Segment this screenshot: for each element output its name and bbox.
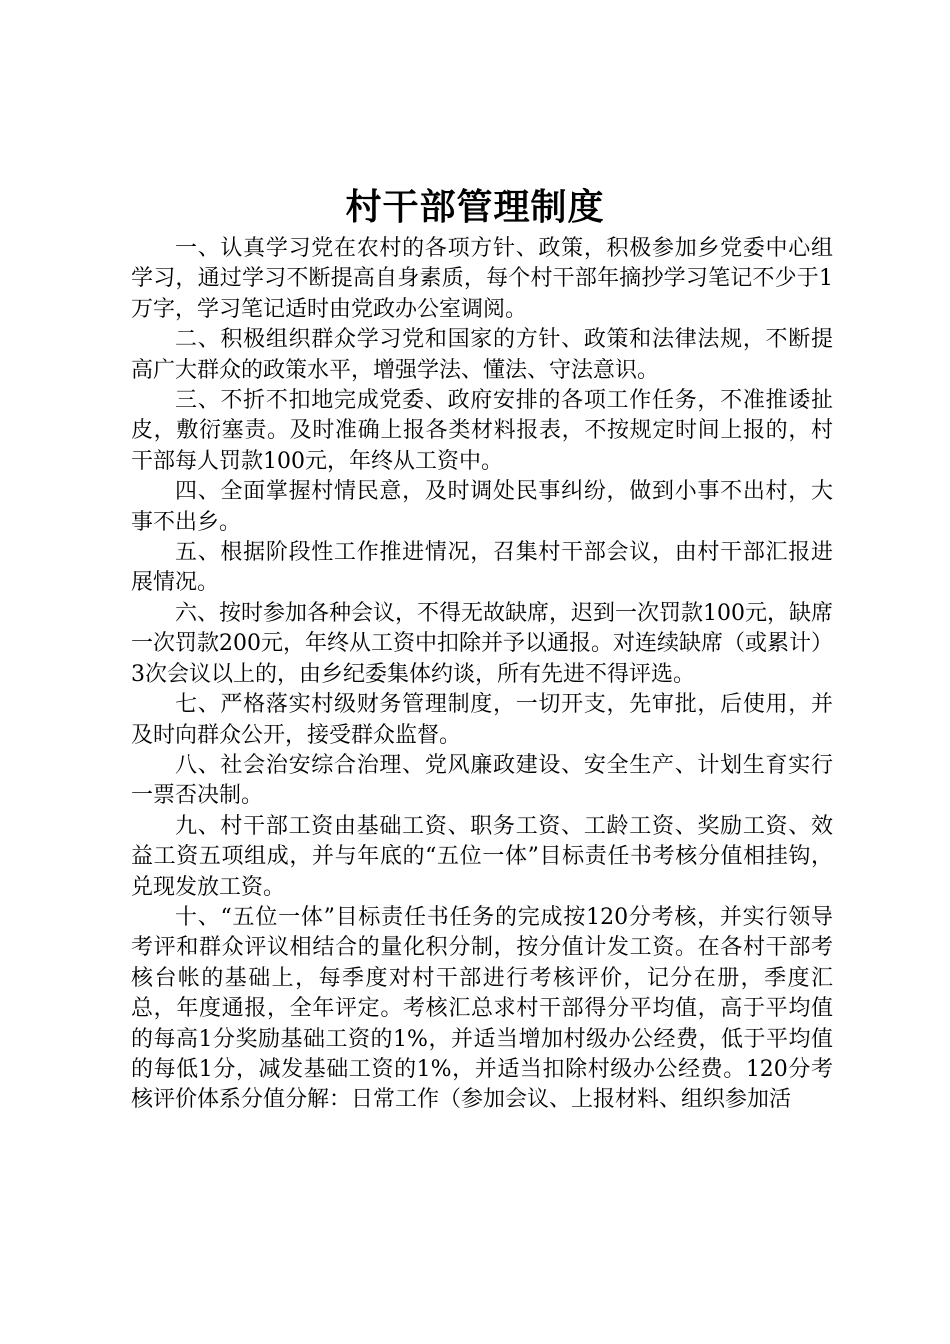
paragraph-3: 三、不折不扣地完成党委、政府安排的各项工作任务，不准推诿扯皮，敷衍塞责。及时准确上报各类材料报表，不按规定时间上报的，村干部每人罚款100元，年终从工资中。 [131, 388, 833, 474]
paragraph-2: 二、积极组织群众学习党和国家的方针、政策和法律法规，不断提高广大群众的政策水平，增强学法、懂法、守法意识。 [131, 327, 833, 383]
document-body [131, 234, 833, 1116]
document-title: 村干部管理制度 [345, 187, 605, 228]
paragraph-7: 七、严格落实村级财务管理制度，一切开支，先审批，后使用，并及时向群众公开，接受群众监督。 [131, 692, 833, 748]
paragraph-5: 五、根据阶段性工作推进情况，召集村干部会议，由村干部汇报进展情况。 [131, 540, 833, 596]
paragraph-4: 四、全面掌握村情民意，及时调处民事纠纷，做到小事不出村，大事不出乡。 [131, 479, 833, 535]
paragraph-10: 十、“五位一体”目标责任书任务的完成按120分考核，并实行领导考评和群众评议相结合的量化积分制，按分值计发工资。在各村干部考核台帐的基础上，每季度对村干部进行考核评价，记分在册，季度汇总，年度通报，全年评定。考核汇总求村干部得分平均值，高于平均值的每高1分奖励基础工资的1%，并适当增加村级办公经费，低于平均值的每低1分，减发基础工资的1%，并适当扣除村级办公经费。120分考核评价体系分值分解：日常工作（参加会议、上报材料、组织参加活 [131, 904, 833, 1113]
paragraph-8: 八、社会治安综合治理、党风廉政建设、安全生产、计划生育实行一票否决制。 [131, 752, 833, 809]
paragraph-9: 九、村干部工资由基础工资、职务工资、工龄工资、奖励工资、效益工资五项组成，并与年底的“五位一体”目标责任书考核分值相挂钩，兑现发放工资。 [131, 813, 833, 900]
paragraph-1: 一、认真学习党在农村的各项方针、政策，积极参加乡党委中心组学习，通过学习不断提高自身素质，每个村干部年摘抄学习笔记不少于1万字，学习笔记适时由党政办公室调阅。 [131, 236, 833, 322]
paragraph-6: 六、按时参加各种会议，不得无故缺席，迟到一次罚款100元，缺席一次罚款200元，年终从工资中扣除并予以通报。对连续缺席（或累计）3次会议以上的，由乡纪委集体约谈，所有先进不得评选。 [131, 600, 833, 687]
